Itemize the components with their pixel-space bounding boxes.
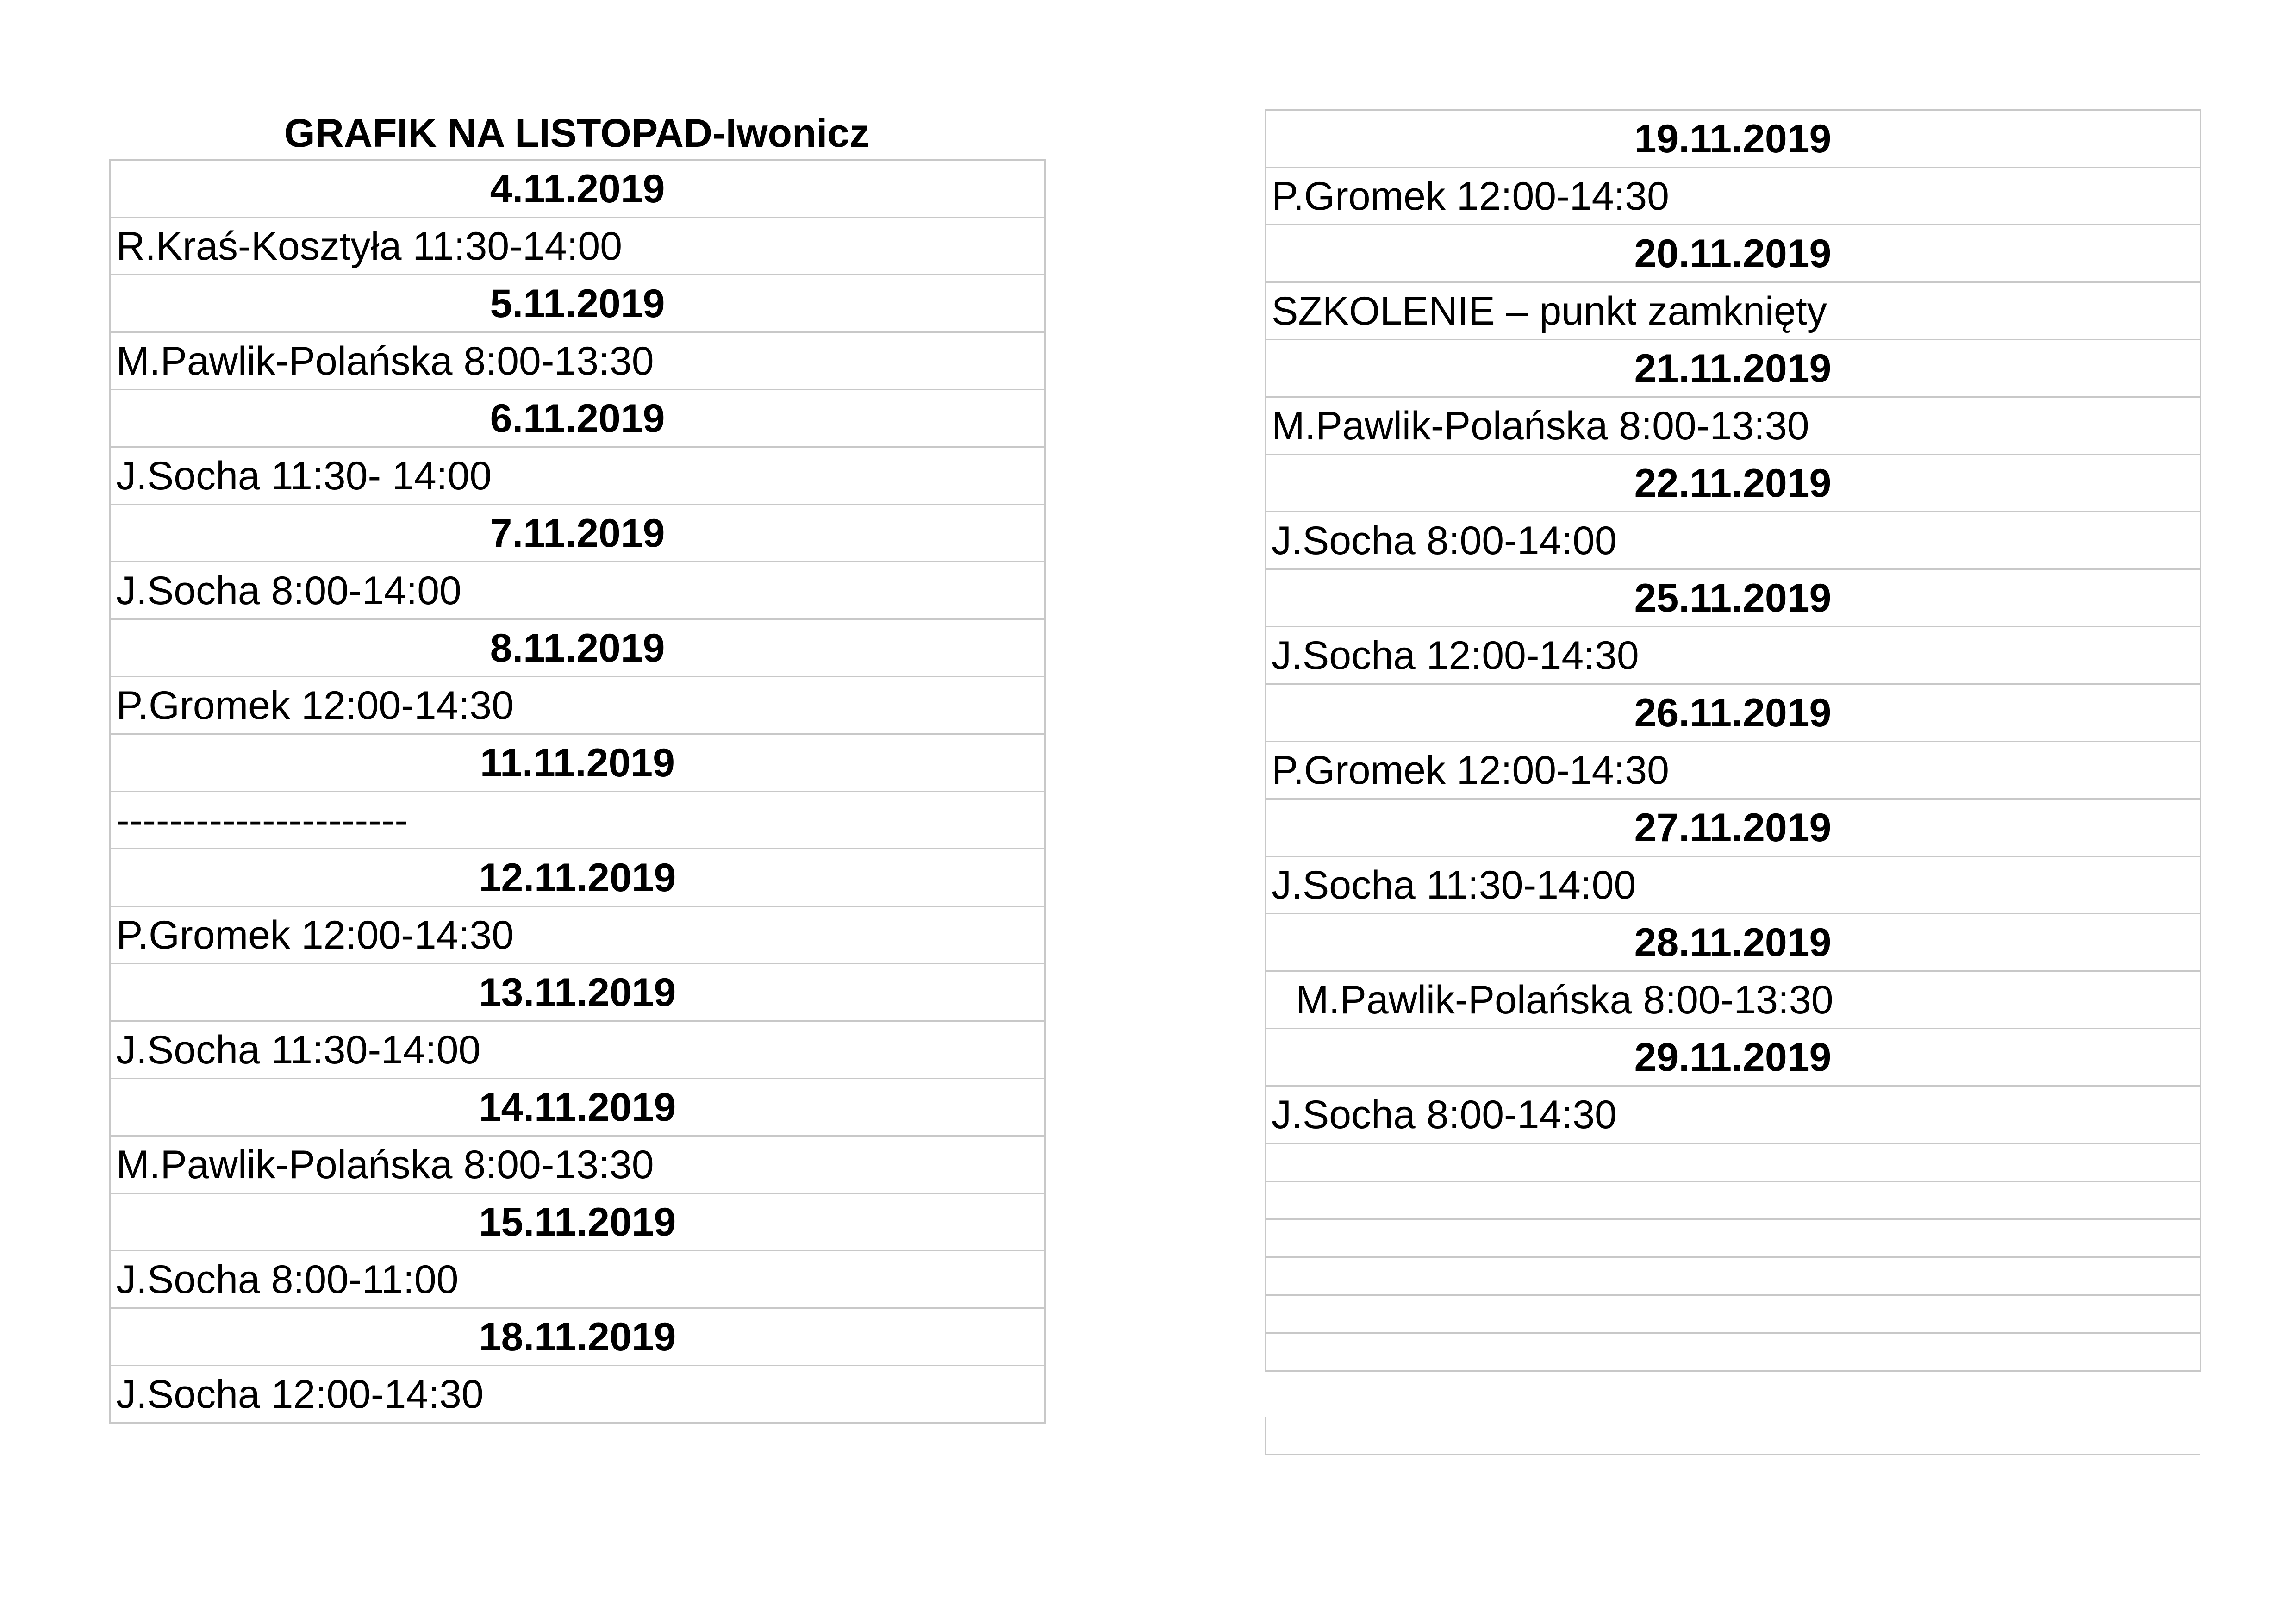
entry-cell: R.Kraś-Kosztyła 11:30-14:00 bbox=[110, 218, 1045, 275]
date-cell: 19.11.2019 bbox=[1266, 110, 2201, 168]
date-cell: 14.11.2019 bbox=[110, 1079, 1045, 1136]
date-cell: 11.11.2019 bbox=[110, 734, 1045, 792]
entry-cell: P.Gromek 12:00-14:30 bbox=[110, 906, 1045, 964]
date-cell: 20.11.2019 bbox=[1266, 225, 2201, 282]
empty-cell bbox=[1266, 1143, 2201, 1181]
entry-cell: M.Pawlik-Polańska 8:00-13:30 bbox=[110, 332, 1045, 390]
entry-cell: J.Socha 12:00-14:30 bbox=[1266, 627, 2201, 684]
entry-cell: P.Gromek 12:00-14:30 bbox=[110, 677, 1045, 734]
entry-cell: J.Socha 11:30-14:00 bbox=[1266, 856, 2201, 914]
empty-cell bbox=[1266, 1219, 2201, 1257]
date-cell: 25.11.2019 bbox=[1266, 569, 2201, 627]
entry-cell: SZKOLENIE – punkt zamknięty bbox=[1266, 282, 2201, 340]
date-cell: 15.11.2019 bbox=[110, 1193, 1045, 1251]
entry-cell: J.Socha 11:30-14:00 bbox=[110, 1021, 1045, 1079]
date-cell: 18.11.2019 bbox=[110, 1308, 1045, 1366]
grid-line bbox=[1265, 1417, 1266, 1455]
entry-cell: P.Gromek 12:00-14:30 bbox=[1266, 168, 2201, 225]
date-cell: 28.11.2019 bbox=[1266, 914, 2201, 971]
grid-line bbox=[1265, 1454, 2200, 1455]
empty-cell bbox=[1266, 1257, 2201, 1295]
empty-cell bbox=[1266, 1333, 2201, 1371]
date-cell: 8.11.2019 bbox=[110, 619, 1045, 677]
entry-cell: J.Socha 11:30- 14:00 bbox=[110, 447, 1045, 505]
entry-cell: J.Socha 8:00-11:00 bbox=[110, 1251, 1045, 1308]
date-cell: 22.11.2019 bbox=[1266, 455, 2201, 512]
date-cell: 21.11.2019 bbox=[1266, 340, 2201, 397]
date-cell: 13.11.2019 bbox=[110, 964, 1045, 1021]
date-cell: 12.11.2019 bbox=[110, 849, 1045, 906]
schedule-table-right bbox=[1265, 109, 2201, 1372]
entry-cell: M.Pawlik-Polańska 8:00-13:30 bbox=[1266, 971, 2201, 1029]
date-cell: 26.11.2019 bbox=[1266, 684, 2201, 742]
entry-cell: J.Socha 8:00-14:00 bbox=[110, 562, 1045, 619]
date-cell: 29.11.2019 bbox=[1266, 1029, 2201, 1086]
entry-cell: M.Pawlik-Polańska 8:00-13:30 bbox=[1266, 397, 2201, 455]
entry-cell: P.Gromek 12:00-14:30 bbox=[1266, 742, 2201, 799]
date-cell: 4.11.2019 bbox=[110, 160, 1045, 218]
entry-cell: M.Pawlik-Polańska 8:00-13:30 bbox=[110, 1136, 1045, 1193]
entry-cell: J.Socha 8:00-14:00 bbox=[1266, 512, 2201, 569]
entry-cell: J.Socha 8:00-14:30 bbox=[1266, 1086, 2201, 1143]
entry-cell: J.Socha 12:00-14:30 bbox=[110, 1366, 1045, 1423]
date-cell: 7.11.2019 bbox=[110, 505, 1045, 562]
schedule-table-left bbox=[109, 159, 1046, 1424]
empty-cell bbox=[1266, 1181, 2201, 1219]
date-cell: 27.11.2019 bbox=[1266, 799, 2201, 856]
empty-cell bbox=[1266, 1295, 2201, 1333]
date-cell: 5.11.2019 bbox=[110, 275, 1045, 332]
date-cell: 6.11.2019 bbox=[110, 390, 1045, 447]
entry-cell: ---------------------- bbox=[110, 792, 1045, 849]
document-title: GRAFIK NA LISTOPAD-Iwonicz bbox=[284, 111, 870, 156]
